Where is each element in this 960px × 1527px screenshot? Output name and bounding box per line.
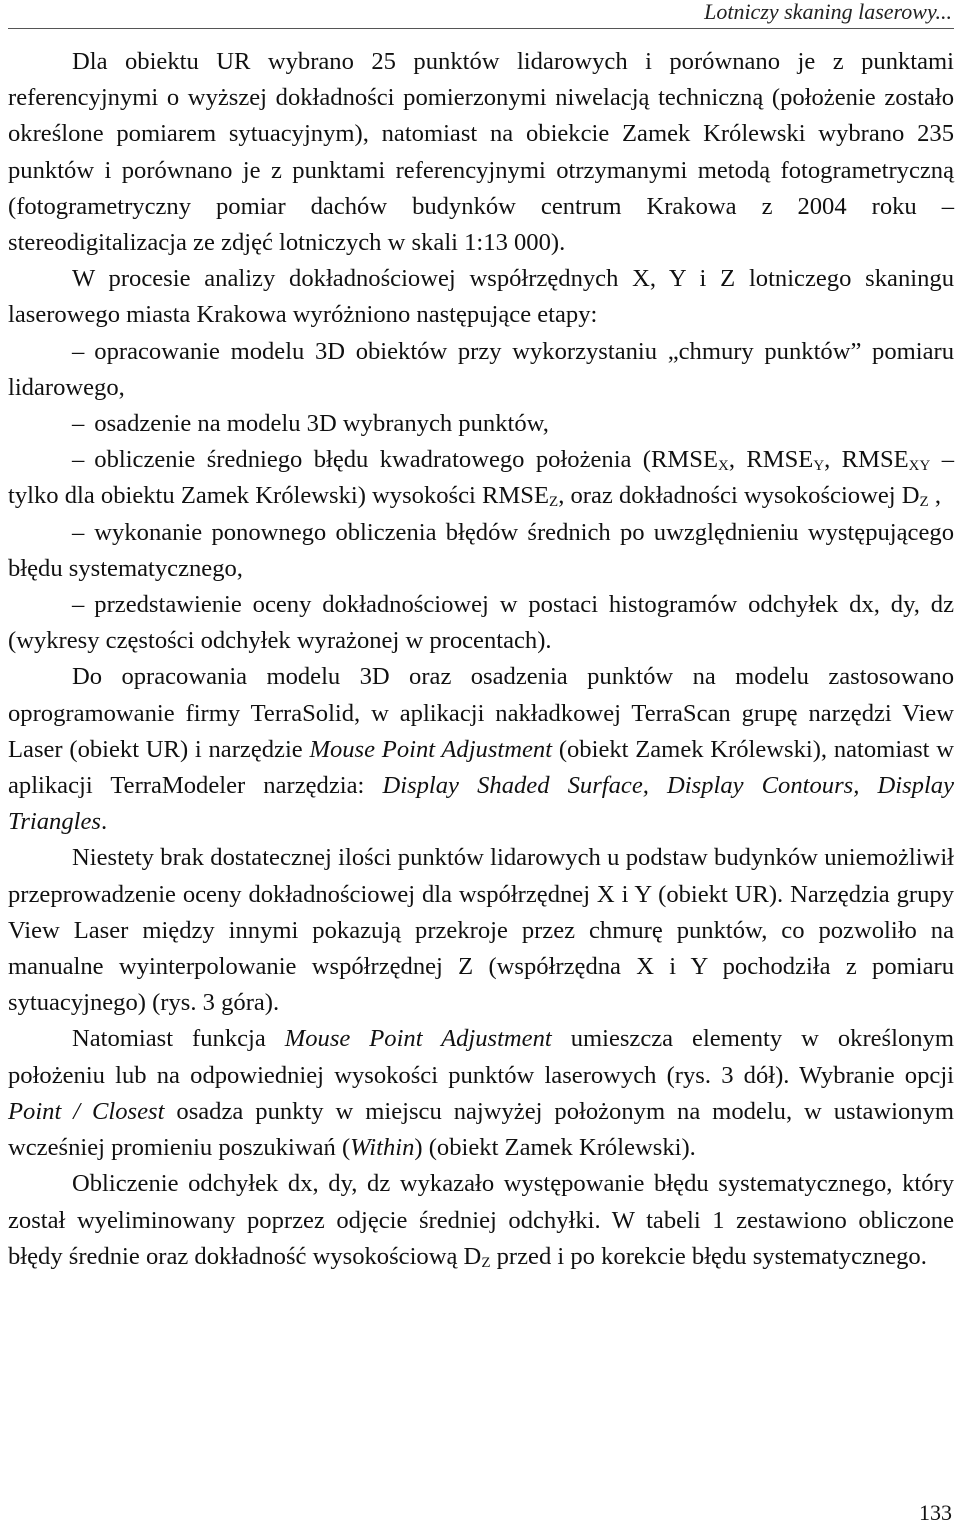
list-dash: –: [72, 591, 85, 619]
paragraph-5: [8, 1021, 954, 1166]
list-item-text: wykonanie ponownego obliczenia błędów średnich po uwzględnieniu występującego błędu systematycznego,: [8, 518, 954, 582]
paragraph-2: W procesie analizy dokładnościowej współrzędnych X, Y i Z lotniczego skaningu laserowego miasta Krakowa wyróżniono następujące etapy:: [8, 265, 954, 329]
list-item-text: , RMSE: [824, 446, 909, 474]
list-dash: –: [72, 410, 85, 438]
list-item-2: [8, 406, 954, 442]
italic-term: Mouse Point Adjustment: [284, 1025, 552, 1053]
subscript: Y: [813, 458, 825, 475]
list-item-text: opracowanie modelu 3D obiektów przy wykorzystaniu „chmury punktów” pomiaru lidarowego,: [8, 337, 954, 401]
text-run: przed i po korekcie błędu systematycznego.: [490, 1242, 927, 1270]
text-run: Natomiast funkcja: [72, 1025, 285, 1053]
list-item-text: osadzenie na modelu 3D wybranych punktów,: [94, 410, 549, 438]
header-rule: [8, 28, 954, 29]
list-item-3: [8, 442, 954, 514]
list-item-text: obliczenie średniego błędu kwadratowego położenia (RMSE: [94, 446, 718, 474]
text-run: osadza punkty w miejscu najwyżej położonym na modelu, w ustawionym wcześniej promieniu poszukiwań (: [8, 1097, 954, 1162]
paragraph-4: Niestety brak dostatecznej ilości punktów lidarowych u podstaw budynków uniemożliwił przeprowadzenie oceny dokładnościowej dla współrzędnej X i Y (obiekt UR). Narzędzia grupy View Laser między innymi pokazują przekroje przez chmurę punktów, co pozwoliło na manualne wyinterpolowanie współrzędnej Z (współrzędna X i Y pochodziła z pomiaru sytuacyjnego) (rys. 3 góra).: [8, 844, 954, 1017]
subscript: XY: [908, 458, 931, 475]
list-item-4: [8, 515, 954, 587]
list-item-5: [8, 587, 954, 659]
italic-term: Display Shaded Surface, Display Contours, Display Triangles: [8, 772, 954, 836]
list-dash: –: [72, 446, 85, 474]
italic-term: Within: [350, 1134, 415, 1162]
list-item-text: , oraz dokładności wysokościowej D: [558, 482, 920, 510]
list-dash: –: [72, 337, 85, 365]
page-number: 133: [919, 1500, 952, 1525]
text-run: Obliczenie odchyłek dx, dy, dz wykazało występowanie błędu systematycznego, który został wyeliminowany poprzez odjęcie średniej odchyłki. W tabeli 1 zestawiono obliczone błędy średnie oraz dokładność wysokościową D: [8, 1170, 954, 1270]
text-run: ) (obiekt Zamek Królewski).: [414, 1134, 696, 1162]
list-item-text: ,: [928, 482, 941, 510]
subscript: Z: [481, 1254, 491, 1271]
paragraph-6: [8, 1166, 954, 1275]
text-run: (obiekt Zamek Królewski), natomiast w aplikacji TerraModeler narzędzia:: [8, 735, 954, 800]
text-run: .: [100, 808, 108, 836]
italic-term: Mouse Point Adjustment: [309, 735, 553, 763]
list-item-text: przedstawienie oceny dokładnościowej w postaci histogramów odchyłek dx, dy, dz (wykresy częstości odchyłek wyrażonej w procentach).: [8, 591, 954, 655]
body-text: [8, 44, 954, 1275]
list-item-1: [8, 334, 954, 406]
text-run: umieszcza elementy w określonym położeniu lub na odpowiedniej wysokości punktów laserowych (rys. 3 dół). Wybranie opcji: [8, 1025, 954, 1089]
paragraph-3: [8, 659, 954, 840]
list-item-text: , RMSE: [728, 446, 814, 474]
running-head: Lotniczy skaning laserowy...: [704, 0, 952, 24]
subscript: Z: [919, 494, 929, 511]
paragraph-1: Dla obiektu UR wybrano 25 punktów lidarowych i porównano je z punktami referencyjnymi o wyższej dokładności pomierzonymi niwelacją techniczną (położenie zostało określone pomiarem sytuacyjnym), natomiast na obiekcie Zamek Królewski wybrano 235 punktów i porównano je z punktami referencyjnymi otrzymanymi metodą fotogrametryczną (fotogrametryczny pomiar dachów budynków centrum Krakowa z 2004 roku – stereodigitalizacja ze zdjęć lotniczych w skali 1:13 000).: [8, 48, 954, 257]
list-item-text: – tylko dla obiektu Zamek Królewski) wysokości RMSE: [8, 446, 954, 510]
text-run: Do opracowania modelu 3D oraz osadzenia punktów na modelu zastosowano oprogramowanie firmy TerraSolid, w aplikacji nakładkowej TerraScan grupę narzędzi View Laser (obiekt UR) i narzędzie: [8, 663, 954, 763]
subscript: X: [717, 458, 729, 475]
italic-term: Point / Closest: [8, 1097, 165, 1125]
list-dash: –: [72, 518, 85, 546]
subscript: Z: [549, 494, 559, 511]
